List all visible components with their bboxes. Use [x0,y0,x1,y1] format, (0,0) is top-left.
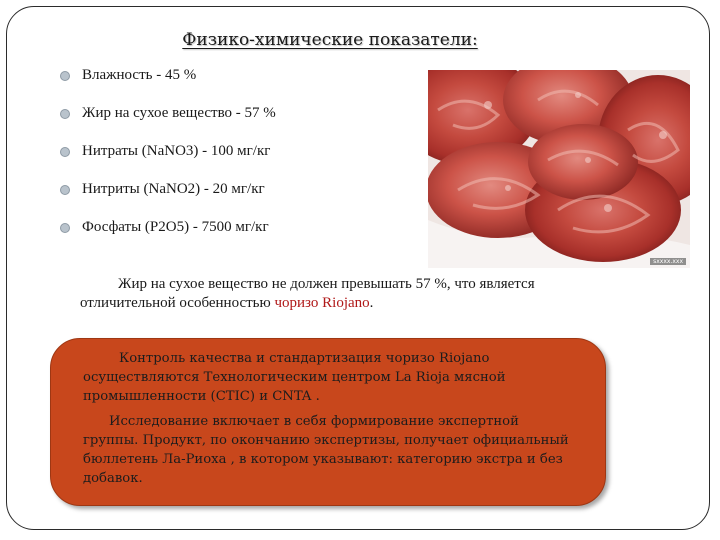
bullet-icon [60,185,70,195]
fat-note [80,275,600,313]
bullet-icon [60,147,70,157]
photo-credit: sxxxx.xxx [650,258,686,265]
box-paragraph-1 [83,349,577,406]
bullet-text: Влажность - 45 % [82,67,197,83]
list-item [58,138,276,176]
quality-control-box [50,338,606,506]
note-text: Жир на сухое вещество не должен превышать 57 %, что является отличительной особенностью [80,276,535,311]
list-item [58,100,276,138]
bullet-text: Жир на сухое вещество - 57 % [82,105,276,121]
chorizo-slices-image [428,70,690,268]
bullet-text: Фосфаты (P2O5) - 7500 мг/кг [82,219,269,235]
bullet-text: Нитриты (NaNO2) - 20 мг/кг [82,181,265,197]
box-paragraph-1-text: Контроль качества и стандартизация чоризо Riojano осуществляются Технологическим центром La Rioja мясной промышленности (CTIC) и CNTA . [83,351,506,404]
bullet-icon [60,223,70,233]
bullet-icon [60,71,70,81]
indicator-list [58,62,276,252]
box-paragraph-2-text: Исследование включает в себя формирование экспертной группы. Продукт, по окончанию экспертизы, получает официальный бюллетень Ла-Риоха , в котором указывают: категорию экстра и без добавок. [83,414,569,486]
bullet-text: Нитраты (NaNO3) - 100 мг/кг [82,143,271,159]
slide-title: Физико-химические показатели: [182,30,478,50]
chorizo-photo [428,70,690,268]
note-accent: чоризо Riojano [274,295,370,311]
list-item [58,176,276,214]
note-end: . [369,295,374,311]
list-item [58,214,276,252]
bullet-icon [60,109,70,119]
box-paragraph-2 [83,412,577,488]
list-item [58,62,276,100]
